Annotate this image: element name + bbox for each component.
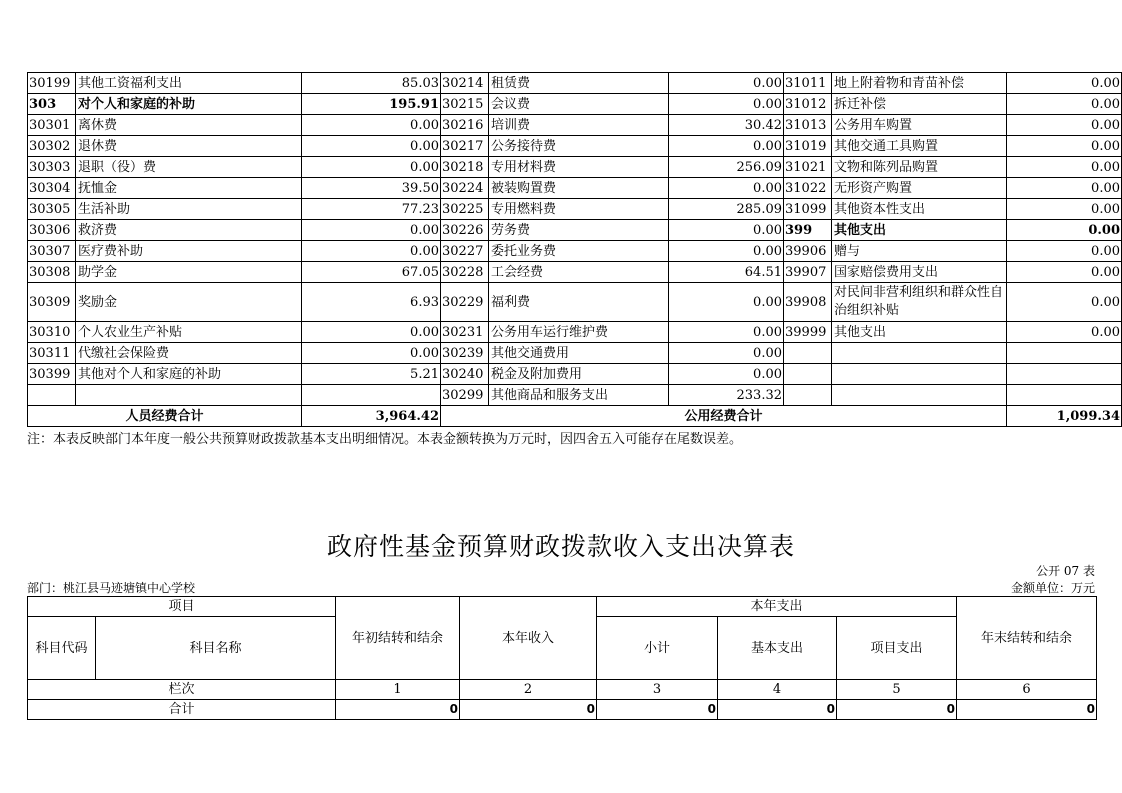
subject-value-cell: 0.00	[669, 220, 784, 241]
header-subject-code: 科目代码	[28, 617, 96, 680]
subject-code-cell: 30214	[441, 73, 489, 94]
subject-code-cell: 30228	[441, 262, 489, 283]
subject-value-cell: 0.00	[669, 136, 784, 157]
subject-name-cell: 助学金	[76, 262, 302, 283]
table-note: 注：本表反映部门本年度一般公共预算财政拨款基本支出明细情况。本表金额转换为万元时，因四舍五入可能存在尾数误差。	[27, 432, 743, 447]
subject-name-cell	[832, 364, 1007, 385]
personnel-total-value: 3,964.42	[302, 406, 441, 427]
subject-code-cell: 31099	[784, 199, 832, 220]
subject-code-cell: 31019	[784, 136, 832, 157]
column-number: 1	[336, 680, 460, 700]
subject-code-cell	[28, 385, 76, 406]
subject-name-cell: 其他商品和服务支出	[489, 385, 669, 406]
subject-code-cell: 30309	[28, 283, 76, 322]
subject-name-cell: 公务用车购置	[832, 115, 1007, 136]
header-project-expense: 项目支出	[837, 617, 957, 680]
subject-value-cell: 0.00	[1007, 322, 1122, 343]
subject-name-cell: 被装购置费	[489, 178, 669, 199]
subject-value-cell: 0.00	[1007, 199, 1122, 220]
table-row	[28, 385, 1122, 406]
subject-name-cell: 劳务费	[489, 220, 669, 241]
table-row	[28, 157, 1122, 178]
subject-value-cell: 0.00	[1007, 283, 1122, 322]
subject-value-cell: 67.05	[302, 262, 441, 283]
subject-code-cell: 30225	[441, 199, 489, 220]
subject-value-cell	[1007, 343, 1122, 364]
subject-value-cell: 0.00	[669, 94, 784, 115]
column-number: 6	[957, 680, 1097, 700]
subject-name-cell: 对民间非营利组织和群众性自治组织补贴	[832, 283, 1007, 322]
subject-code-cell	[784, 364, 832, 385]
subject-value-cell: 0.00	[669, 73, 784, 94]
subject-code-cell: 30229	[441, 283, 489, 322]
subject-name-cell: 培训费	[489, 115, 669, 136]
subject-code-cell: 30305	[28, 199, 76, 220]
subject-name-cell: 救济费	[76, 220, 302, 241]
subject-name-cell: 奖励金	[76, 283, 302, 322]
subject-value-cell: 0.00	[669, 343, 784, 364]
subject-name-cell	[832, 343, 1007, 364]
subject-name-cell	[832, 385, 1007, 406]
subject-code-cell: 30311	[28, 343, 76, 364]
subject-name-cell: 文物和陈列品购置	[832, 157, 1007, 178]
subject-name-cell: 会议费	[489, 94, 669, 115]
subject-value-cell: 0.00	[669, 322, 784, 343]
fund-total-value: 0	[597, 700, 718, 720]
subject-name-cell: 其他支出	[832, 322, 1007, 343]
subject-value-cell: 0.00	[302, 241, 441, 262]
subject-code-cell: 30301	[28, 115, 76, 136]
table-row	[28, 178, 1122, 199]
table-row	[28, 343, 1122, 364]
subject-code-cell: 30231	[441, 322, 489, 343]
subject-name-cell: 代缴社会保险费	[76, 343, 302, 364]
subject-value-cell	[302, 385, 441, 406]
subject-value-cell: 0.00	[669, 283, 784, 322]
subject-name-cell: 专用燃料费	[489, 199, 669, 220]
subject-code-cell: 30226	[441, 220, 489, 241]
subject-value-cell: 0.00	[1007, 115, 1122, 136]
subject-name-cell: 工会经费	[489, 262, 669, 283]
subject-code-cell: 31012	[784, 94, 832, 115]
subject-name-cell: 无形资产购置	[832, 178, 1007, 199]
subject-value-cell: 0.00	[1007, 262, 1122, 283]
subject-code-cell	[784, 343, 832, 364]
subject-name-cell: 医疗费补助	[76, 241, 302, 262]
subject-name-cell: 其他对个人和家庭的补助	[76, 364, 302, 385]
subject-value-cell	[1007, 364, 1122, 385]
subject-value-cell: 0.00	[669, 178, 784, 199]
fund-total-value: 0	[460, 700, 597, 720]
column-number-label: 栏次	[28, 680, 336, 700]
table-row	[28, 199, 1122, 220]
subject-value-cell: 0.00	[1007, 94, 1122, 115]
subject-value-cell: 233.32	[669, 385, 784, 406]
fund-total-value: 0	[718, 700, 837, 720]
fund-total-value: 0	[336, 700, 460, 720]
subject-value-cell: 285.09	[669, 199, 784, 220]
table-row	[28, 115, 1122, 136]
subject-name-cell: 国家赔偿费用支出	[832, 262, 1007, 283]
subject-code-cell: 303	[28, 94, 76, 115]
subject-name-cell: 专用材料费	[489, 157, 669, 178]
subject-value-cell: 0.00	[302, 136, 441, 157]
subject-name-cell: 其他工资福利支出	[76, 73, 302, 94]
table-row	[28, 364, 1122, 385]
government-fund-table	[27, 596, 1097, 720]
header-subtotal: 小计	[597, 617, 718, 680]
table-row	[28, 73, 1122, 94]
subject-value-cell: 0.00	[302, 322, 441, 343]
subject-name-cell: 拆迁补偿	[832, 94, 1007, 115]
subject-name-cell: 离休费	[76, 115, 302, 136]
subject-code-cell: 30302	[28, 136, 76, 157]
table-row	[28, 322, 1122, 343]
subject-code-cell: 39908	[784, 283, 832, 322]
public-total-label: 公用经费合计	[441, 406, 1007, 427]
fund-total-label: 合计	[28, 700, 336, 720]
subject-name-cell: 其他资本性支出	[832, 199, 1007, 220]
subject-code-cell: 30399	[28, 364, 76, 385]
expense-detail-table	[27, 72, 1122, 427]
subject-name-cell: 退休费	[76, 136, 302, 157]
subject-code-cell: 399	[784, 220, 832, 241]
subject-code-cell: 39906	[784, 241, 832, 262]
subject-value-cell: 0.00	[1007, 136, 1122, 157]
expense-detail-body	[28, 73, 1122, 406]
header-opening-balance: 年初结转和结余	[336, 597, 460, 680]
subject-name-cell: 税金及附加费用	[489, 364, 669, 385]
subject-value-cell: 30.42	[669, 115, 784, 136]
subject-code-cell	[784, 385, 832, 406]
header-current-income: 本年收入	[460, 597, 597, 680]
subject-code-cell: 31022	[784, 178, 832, 199]
column-number: 4	[718, 680, 837, 700]
subject-value-cell: 85.03	[302, 73, 441, 94]
subject-code-cell: 30216	[441, 115, 489, 136]
subject-name-cell	[76, 385, 302, 406]
subject-name-cell: 地上附着物和青苗补偿	[832, 73, 1007, 94]
column-number: 2	[460, 680, 597, 700]
subject-code-cell: 30306	[28, 220, 76, 241]
subject-value-cell: 195.91	[302, 94, 441, 115]
subject-code-cell: 30308	[28, 262, 76, 283]
subject-code-cell: 30304	[28, 178, 76, 199]
subject-value-cell: 0.00	[302, 115, 441, 136]
subject-value-cell: 0.00	[1007, 73, 1122, 94]
header-basic-expense: 基本支出	[718, 617, 837, 680]
subject-name-cell: 退职（役）费	[76, 157, 302, 178]
subject-code-cell: 31021	[784, 157, 832, 178]
subject-value-cell	[1007, 385, 1122, 406]
subject-name-cell: 赠与	[832, 241, 1007, 262]
subject-name-cell: 其他支出	[832, 220, 1007, 241]
subject-value-cell: 0.00	[1007, 178, 1122, 199]
subject-value-cell: 0.00	[1007, 241, 1122, 262]
fund-total-value: 0	[957, 700, 1097, 720]
subject-code-cell: 30224	[441, 178, 489, 199]
public-total-value: 1,099.34	[1007, 406, 1122, 427]
subject-code-cell: 30240	[441, 364, 489, 385]
subject-name-cell: 对个人和家庭的补助	[76, 94, 302, 115]
header-closing-balance: 年末结转和结余	[957, 597, 1097, 680]
subject-value-cell: 256.09	[669, 157, 784, 178]
table-row	[28, 220, 1122, 241]
subject-code-cell: 30217	[441, 136, 489, 157]
column-number-row	[28, 680, 1097, 700]
subject-value-cell: 0.00	[302, 343, 441, 364]
subject-code-cell: 30218	[441, 157, 489, 178]
subject-code-cell: 30239	[441, 343, 489, 364]
subject-name-cell: 其他交通工具购置	[832, 136, 1007, 157]
department-label: 部门：桃江县马迹塘镇中心学校	[27, 581, 196, 595]
header-current-expense: 本年支出	[597, 597, 957, 617]
subject-value-cell: 39.50	[302, 178, 441, 199]
subject-name-cell: 个人农业生产补贴	[76, 322, 302, 343]
subject-code-cell: 31013	[784, 115, 832, 136]
subject-code-cell: 39999	[784, 322, 832, 343]
subject-code-cell: 30310	[28, 322, 76, 343]
subject-value-cell: 77.23	[302, 199, 441, 220]
subject-code-cell: 30227	[441, 241, 489, 262]
personnel-total-label: 人员经费合计	[28, 406, 302, 427]
expense-total-row	[28, 406, 1122, 427]
subject-value-cell: 0.00	[1007, 157, 1122, 178]
subject-name-cell: 租赁费	[489, 73, 669, 94]
subject-name-cell: 抚恤金	[76, 178, 302, 199]
subject-code-cell: 30303	[28, 157, 76, 178]
subject-code-cell: 30299	[441, 385, 489, 406]
column-number: 5	[837, 680, 957, 700]
subject-value-cell: 0.00	[669, 241, 784, 262]
header-item: 项目	[28, 597, 336, 617]
subject-name-cell: 公务接待费	[489, 136, 669, 157]
amount-unit-label: 金额单位：万元	[1010, 581, 1095, 595]
subject-name-cell: 其他交通费用	[489, 343, 669, 364]
table-row	[28, 136, 1122, 157]
table-row	[28, 283, 1122, 322]
subject-value-cell: 0.00	[302, 220, 441, 241]
table-row	[28, 241, 1122, 262]
subject-code-cell: 30199	[28, 73, 76, 94]
subject-value-cell: 6.93	[302, 283, 441, 322]
subject-value-cell: 64.51	[669, 262, 784, 283]
header-subject-name: 科目名称	[96, 617, 336, 680]
column-number: 3	[597, 680, 718, 700]
subject-code-cell: 39907	[784, 262, 832, 283]
subject-value-cell: 0.00	[1007, 220, 1122, 241]
subject-code-cell: 31011	[784, 73, 832, 94]
page-title: 政府性基金预算财政拨款收入支出决算表	[326, 532, 795, 561]
subject-value-cell: 5.21	[302, 364, 441, 385]
subject-name-cell: 生活补助	[76, 199, 302, 220]
subject-value-cell: 0.00	[302, 157, 441, 178]
subject-value-cell: 0.00	[669, 364, 784, 385]
fund-total-value: 0	[837, 700, 957, 720]
subject-code-cell: 30215	[441, 94, 489, 115]
subject-name-cell: 委托业务费	[489, 241, 669, 262]
subject-name-cell: 公务用车运行维护费	[489, 322, 669, 343]
table-number: 公开 07 表	[1036, 564, 1095, 578]
table-row	[28, 262, 1122, 283]
subject-name-cell: 福利费	[489, 283, 669, 322]
fund-total-row	[28, 700, 1097, 720]
subject-code-cell: 30307	[28, 241, 76, 262]
table-row	[28, 94, 1122, 115]
